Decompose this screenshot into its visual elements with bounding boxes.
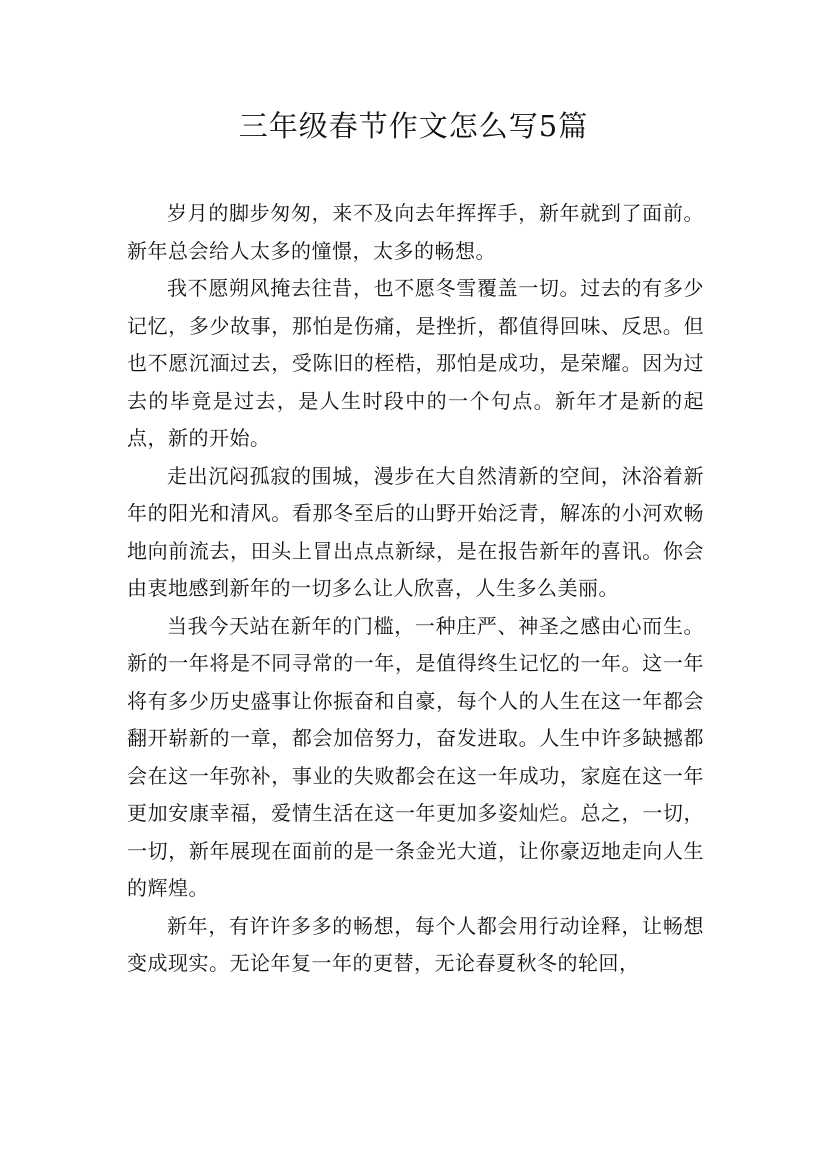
document-body (127, 195, 704, 983)
paragraph-5: 新年，有许许多多的畅想，每个人都会用行动诠释，让畅想变成现实。无论年复一年的更替，无论春夏秋冬的轮回， (127, 913, 704, 975)
paragraph-1: 岁月的脚步匆匆，来不及向去年挥挥手，新年就到了面前。新年总会给人太多的憧憬，太多的畅想。 (127, 201, 704, 263)
paragraph-2: 我不愿朔风掩去往昔，也不愿冬雪覆盖一切。过去的有多少记忆，多少故事，那怕是伤痛，是挫折，都值得回味、反思。但也不愿沉湎过去，受陈旧的桎梏，那怕是成功，是荣耀。因为过去的毕竟是过去，是人生时段中的一个句点。新年才是新的起点，新的开始。 (127, 276, 704, 450)
paragraph-4: 当我今天站在新年的门槛，一种庄严、神圣之感由心而生。新的一年将是不同寻常的一年，是值得终生记忆的一年。这一年将有多少历史盛事让你振奋和自豪，每个人的人生在这一年都会翻开崭新的一章，都会加倍努力，奋发进取。人生中许多缺撼都会在这一年弥补，事业的失败都会在这一年成功，家庭在这一年更加安康幸福，爱情生活在这一年更加多姿灿烂。总之，一切，一切，新年展现在面前的是一条金光大道，让你豪迈地走向人生的辉煌。 (127, 613, 704, 900)
paragraph-3: 走出沉闷孤寂的围城，漫步在大自然清新的空间，沐浴着新年的阳光和清风。看那冬至后的山野开始泛青，解冻的小河欢畅地向前流去，田头上冒出点点新绿，是在报告新年的喜讯。你会由衷地感到新年的一切多么让人欣喜，人生多么美丽。 (127, 463, 704, 600)
document-title: 三年级春节作文怎么写5篇 (238, 109, 589, 143)
